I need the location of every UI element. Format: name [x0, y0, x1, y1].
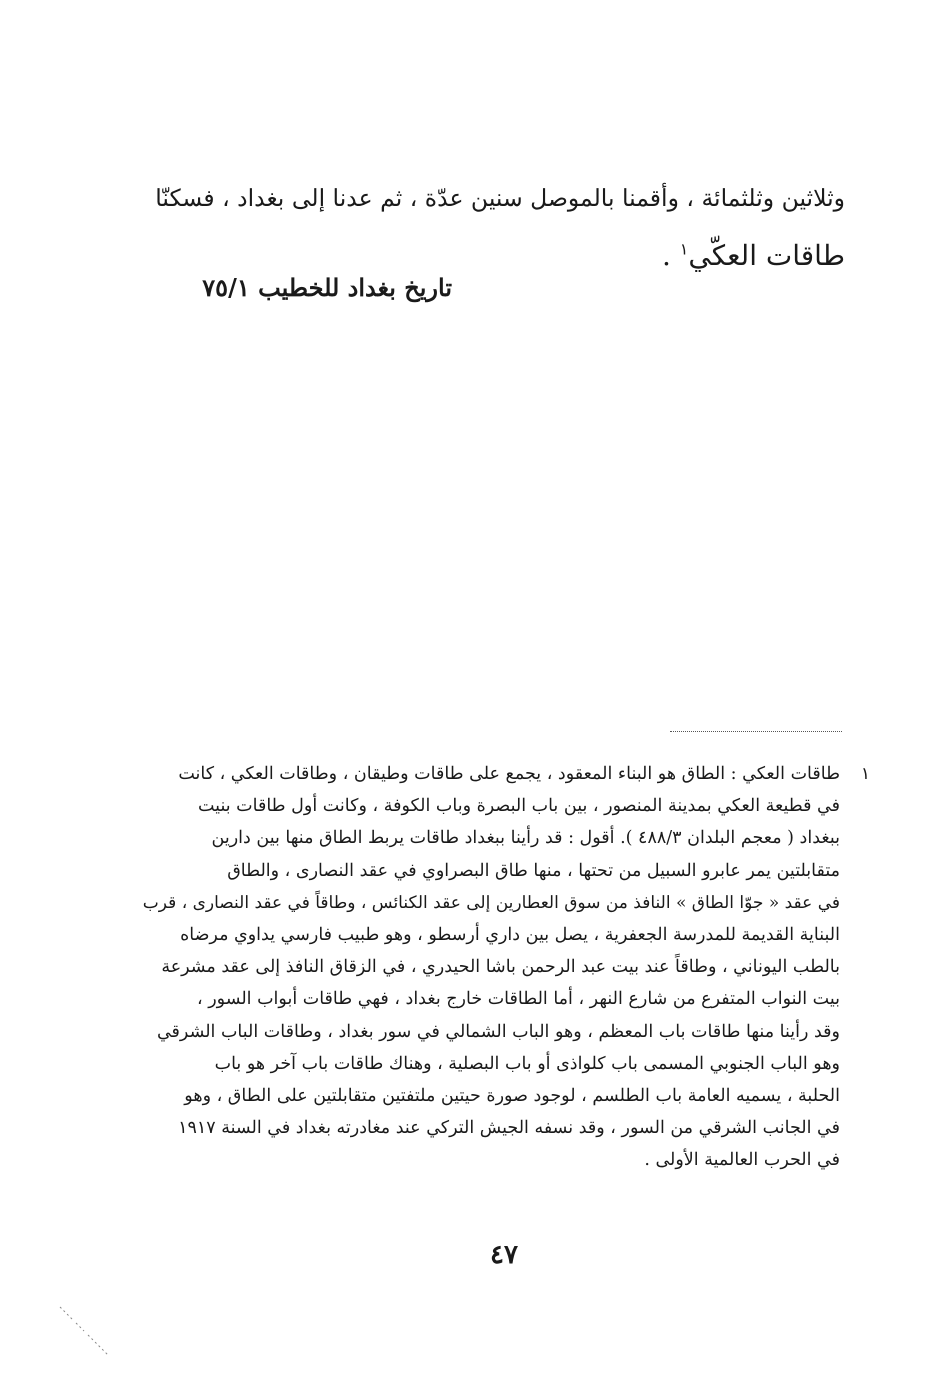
- footnote-line: في الحرب العالمية الأولى .: [644, 1150, 840, 1171]
- main-text-line-2-words: طاقات العكّي: [688, 239, 845, 272]
- footnote-line: بيت النواب المتفرع من شارع النهر ، أما الطاقات خارج بغداد ، فهي طاقات أبواب السور ،: [197, 989, 840, 1010]
- footnote-line: الحلبة ، يسميه العامة باب الطلسم ، لوجود صورة حيتين ملتفتين متقابلتين على الطاق ، وهو: [184, 1086, 840, 1107]
- page-number: ٤٧: [490, 1240, 518, 1270]
- source-citation: تاريخ بغداد للخطيب ٧٥/١: [202, 273, 452, 302]
- main-text: [155, 170, 845, 284]
- footnote-line: في قطيعة العكي بمدينة المنصور ، بين باب البصرة وباب الكوفة ، وكانت أول طاقات بنيت: [197, 796, 840, 817]
- footnote-line: ببغداد ( معجم البلدان ٤٨٨/٣ ). أقول : قد رأينا ببغداد طاقات يربط الطاق منها بين دارين: [211, 828, 840, 849]
- scan-artifact-mark: [58, 1305, 110, 1357]
- footnote: [140, 758, 870, 1177]
- footnote-line: في عقد « جوّا الطاق » النافذ من سوق العطارين إلى عقد الكنائس ، وطاقاً في عقد النصارى ، قرب: [142, 892, 840, 913]
- footnote-line: بالطب اليوناني ، وطاقاً عند بيت عبد الرحمن باشا الحيدري ، في الزقاق النافذ إلى عقد مشرعة: [161, 957, 840, 978]
- footnote-separator: [670, 731, 842, 732]
- footnote-reference-marker[interactable]: ١: [679, 239, 689, 259]
- footnote-line: وقد رأينا منها طاقات باب المعظم ، وهو الباب الشمالي في سور بغداد ، وطاقات الباب الشرقي: [156, 1021, 840, 1042]
- footnote-number: ١: [860, 764, 870, 784]
- main-text-line-1: وثلاثين وثلثمائة ، وأقمنا بالموصل سنين عدّة ، ثم عدنا إلى بغداد ، فسكنّا: [155, 184, 845, 212]
- footnote-line: متقابلتين يمر عابرو السبيل من تحتها ، منها طاق البصراوي في عقد النصارى ، والطاق: [227, 860, 840, 881]
- footnote-line: في الجانب الشرقي من السور ، وقد نسفه الجيش التركي عند مغادرته بغداد في السنة ١٩١٧: [178, 1118, 840, 1139]
- main-text-line-2-end: .: [661, 239, 680, 272]
- footnote-line: وهو الباب الجنوبي المسمى باب كلواذى أو باب البصلية ، وهناك طاقات باب آخر هو باب: [214, 1053, 840, 1074]
- footnote-line: البناية القديمة للمدرسة الجعفرية ، يصل بين داري أرسطو ، وهو طبيب فارسي يداوي مرضاه: [180, 925, 840, 946]
- footnote-line: طاقات العكي : الطاق هو البناء المعقود ، يجمع على طاقات وطيقان ، وطاقات العكي ، كانت: [178, 764, 840, 784]
